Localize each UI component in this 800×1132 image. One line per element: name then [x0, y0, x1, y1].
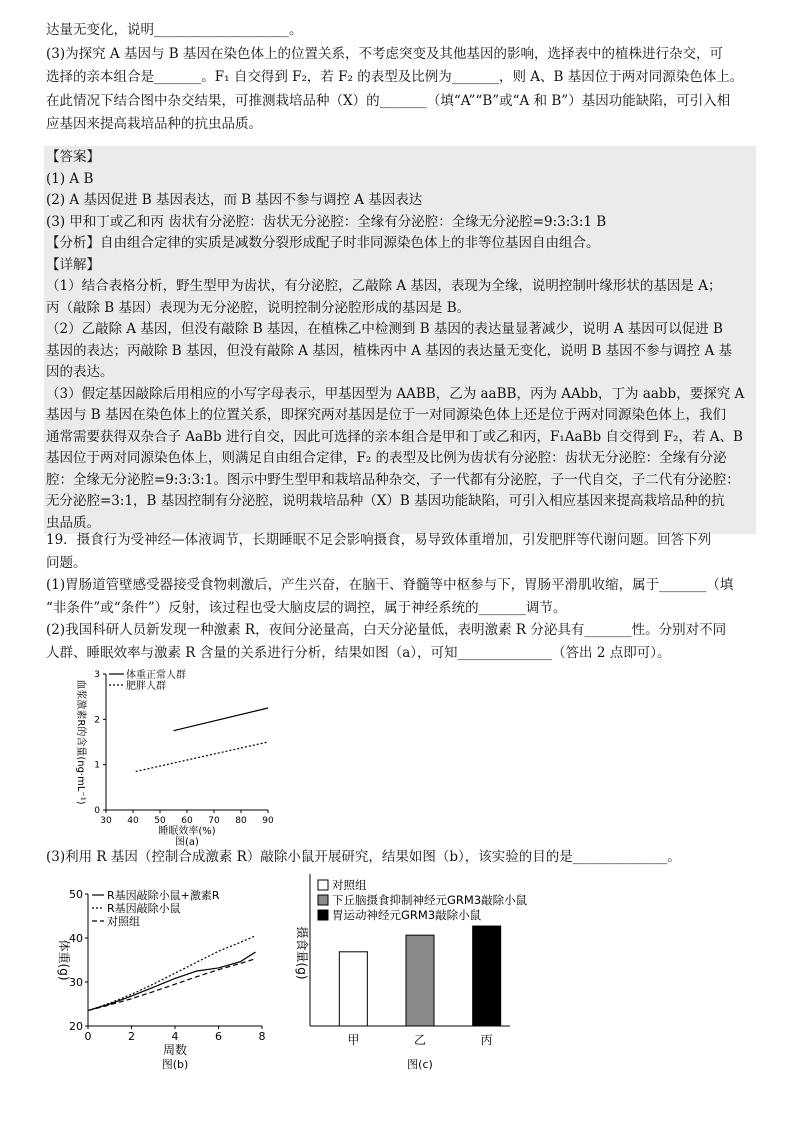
- x-tick-label: 4: [171, 1030, 179, 1043]
- answer-line: (2) A 基因促进 B 基因表达，而 B 基因不参与调控 A 基因表达: [46, 192, 423, 208]
- answer-line: 通常需要获得双杂合子 AaBb 进行自交，因此可选择的亲本组合是甲和丁或乙和丙，F₁AaBb 自交得到 F₂，若 A、B: [46, 428, 743, 445]
- answer-line: (3) 甲和丁或乙和丙 齿状有分泌腔：齿状无分泌腔：全缘有分泌腔：全缘无分泌腔=9:3:3:1 B: [46, 213, 607, 230]
- answer-line: 基因位于两对同源染色体上，则满足自由组合定律，F₂ 的表型及比例为齿状有分泌腔：齿状无分泌腔：全缘有分泌: [46, 450, 727, 466]
- y-tick-label: 2: [94, 715, 100, 726]
- text-line: (3)为探究 A 基因与 B 基因在染色体上的位置关系，不考虑突变及其他基因的影响，选择表中的植株进行杂交，可: [46, 45, 723, 62]
- x-tick-label: 8: [258, 1030, 266, 1043]
- answer-line: （2）乙敲除 A 基因，但没有敲除 B 基因，在植株乙中检测到 B 基因的表达量显著减少，说明 A 基因可以促进 B: [46, 321, 723, 337]
- answer-line: 无分泌腔=3:1，B 基因控制有分泌腔，说明栽培品种（X）B 基因功能缺陷，可引入相应基因来提高栽培品种的抗: [46, 493, 725, 509]
- x-tick-label: 6: [215, 1030, 222, 1043]
- chart-caption: 图(a): [175, 837, 199, 848]
- y-axis-label: 摄食量(g): [295, 926, 309, 980]
- chart-b: [44, 872, 284, 1098]
- x-axis-label: 周数: [162, 1043, 188, 1057]
- chart-caption: 图(b): [161, 1058, 189, 1071]
- question-line: (2)我国科研人员新发现一种激素 R，夜间分泌量高，白天分泌量低，表明激素 R 分泌具有_______性。分别对不同: [46, 622, 727, 638]
- x-tick-label: 80: [235, 816, 247, 826]
- answer-line: 【详解】: [46, 256, 100, 273]
- answer-line: 【分析】自由组合定律的实质是减数分裂形成配子时非同源染色体上的非等位基因自由组合。: [46, 235, 600, 251]
- question-line: 问题。: [46, 554, 87, 571]
- question-line: 19．摄食行为受神经—体液调节，长期睡眠不足会影响摄食，易导致体重增加，引发肥胖等代谢问题。回答下列: [46, 532, 712, 548]
- answer-line: 【答案】: [46, 149, 100, 165]
- question-line: 人群、睡眠效率与激素 R 含量的关系进行分析，结果如图（a），可知______________（答出 2 点即可）。: [46, 644, 671, 661]
- text-line: 应基因来提高栽培品种的抗虫品质。: [46, 116, 262, 133]
- text-line: 选择的亲本组合是_______。F₁ 自交得到 F₂，若 F₂ 的表型及比例为_______，则 A、B 基因位于两对同源染色体上。: [46, 69, 744, 86]
- x-tick-label: 0: [84, 1030, 92, 1043]
- y-tick-label: 0: [94, 806, 100, 816]
- series-line-1: [88, 952, 255, 1011]
- bar-3: [473, 926, 501, 1026]
- series-line-2: [88, 936, 255, 1011]
- bar-1: [339, 952, 367, 1026]
- answer-line: 腔：全缘无分泌腔=9:3:3:1。图示中野生型甲和栽培品种杂交，子一代都有分泌腔，子一代自交，子二代有分泌腔：: [46, 471, 740, 488]
- x-tick-label: 丙: [480, 1033, 493, 1047]
- answer-line: （1）结合表格分析，野生型甲为齿状，有分泌腔，乙敲除 A 基因，表现为全缘，说明控制叶缘形状的基因是 A；: [46, 278, 722, 294]
- question-19-part3: (3)利用 R 基因（控制合成激素 R）敲除小鼠开展研究，结果如图（b），该实验的目的是______________。: [46, 849, 681, 865]
- y-tick-label: 40: [69, 932, 83, 945]
- series-line-2: [136, 742, 268, 771]
- x-tick-label: 40: [127, 816, 139, 826]
- series-line-1: [174, 708, 269, 731]
- chart-c: [280, 872, 550, 1098]
- x-tick-label: 乙: [413, 1033, 427, 1047]
- answer-line: 基因的表达；丙敲除 B 基因，但没有敲除 A 基因，植株丙中 A 基因的表达量无变化，说明 B 基因不参与调控 A 基: [46, 342, 733, 359]
- legend-label: 肥胖人群: [126, 681, 166, 692]
- bar-2: [406, 935, 434, 1026]
- x-tick-label: 50: [154, 816, 166, 826]
- x-tick-label: 30: [100, 816, 112, 826]
- answer-line: (1) A B: [46, 170, 94, 187]
- y-axis-label: 体重(g): [57, 939, 71, 981]
- legend-label: 下丘脑摄食抑制神经元GRM3敲除小鼠: [332, 893, 528, 907]
- y-tick-label: 1: [94, 760, 100, 771]
- x-tick-label: 70: [208, 816, 220, 826]
- legend-label: 对照组: [107, 915, 140, 928]
- question-line: (1)胃肠道管壁感受器接受食物刺激后，产生兴奋，在脑干、脊髓等中枢参与下，胃肠平滑肌收缩，属于_______（填: [46, 577, 734, 593]
- x-tick-label: 甲: [347, 1033, 360, 1047]
- chart-a: [44, 662, 284, 848]
- y-tick-label: 3: [94, 670, 100, 680]
- y-tick-label: 20: [69, 1020, 83, 1033]
- text-line: 达量无变化，说明____________________。: [46, 22, 303, 38]
- x-tick-label: 90: [262, 816, 274, 826]
- legend-swatch: [318, 910, 328, 920]
- legend-label: R基因敲除小鼠+激素R: [107, 889, 220, 902]
- y-tick-label: 30: [69, 976, 83, 989]
- answer-line: （3）假定基因敲除后用相应的小写字母表示，甲基因型为 AABB，乙为 aaBB，丙为 AAbb，丁为 aabb，要探究 A: [46, 385, 745, 402]
- legend-label: 胃运动神经元GRM3敲除小鼠: [332, 908, 482, 922]
- text-line: 在此情况下结合图中杂交结果，可推测栽培品种（X）的_______（填“A”“B”或“A 和 B”）基因功能缺陷，可引入相: [46, 92, 731, 109]
- legend-swatch: [318, 895, 328, 905]
- answer-line: 因的表达。: [46, 364, 114, 380]
- legend-label: R基因敲除小鼠: [107, 902, 181, 915]
- x-tick-label: 2: [128, 1030, 135, 1043]
- question-line: “非条件”或“条件”）反射，该过程也受大脑皮层的调控，属于神经系统的_______调节。: [46, 599, 567, 616]
- x-tick-label: 60: [181, 816, 193, 826]
- x-axis-label: 睡眠效率(%): [158, 826, 216, 837]
- y-axis-label: 血浆激素R的含量(ng·mL⁻¹): [75, 679, 86, 805]
- legend-label: 对照组: [332, 878, 367, 892]
- chart-caption: 图(c): [407, 1058, 433, 1071]
- answer-line: 虫品质。: [46, 514, 100, 531]
- answer-line: 丙（敲除 B 基因）表现为无分泌腔，说明控制分泌腔形成的基因是 B。: [46, 299, 471, 316]
- legend-swatch: [318, 880, 328, 890]
- y-tick-label: 50: [69, 888, 83, 901]
- legend-label: 体重正常人群: [126, 670, 186, 681]
- answer-line: 基因与 B 基因在染色体上的位置关系，即探究两对基因是位于一对同源染色体上还是位于两对同源染色体上，我们: [46, 407, 727, 423]
